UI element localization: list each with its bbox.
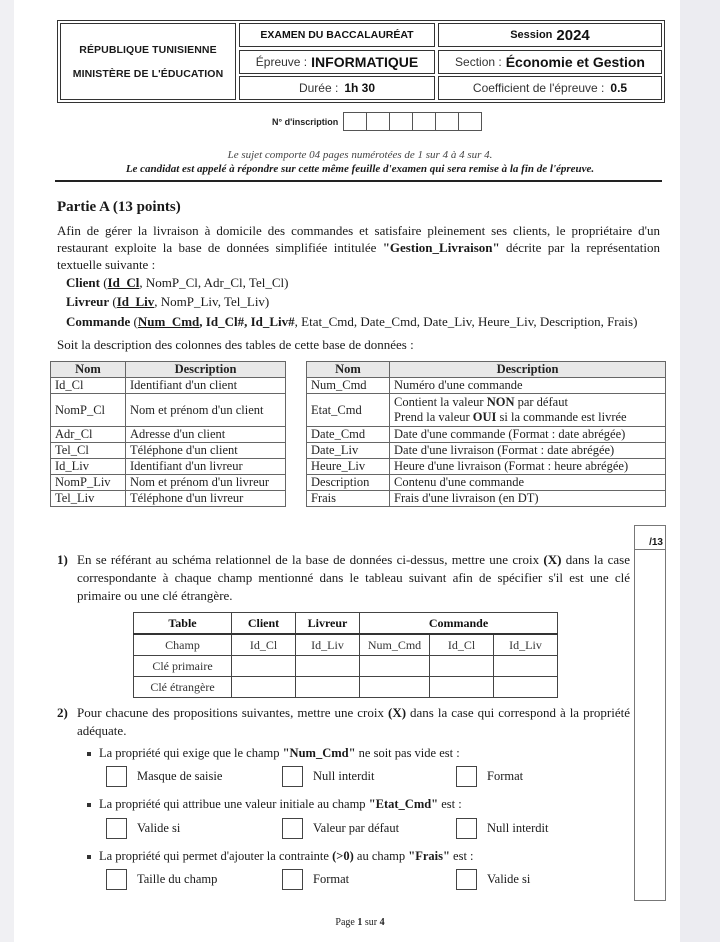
option-label: Format [487, 769, 524, 783]
table-name: Commande [66, 314, 131, 329]
cell-nom: NomP_Cl [51, 394, 126, 427]
table-row [51, 459, 286, 475]
champ-row [134, 634, 558, 656]
cell-nom: NomP_Liv [51, 475, 126, 491]
constraint: (>0) [332, 849, 354, 863]
attributes: , NomP_Cl, Adr_Cl, Tel_Cl) [139, 275, 289, 290]
cell-description: Identifiant d'un client [126, 378, 286, 394]
table-row [307, 491, 666, 507]
score-margin-box [634, 525, 666, 901]
foreign-keys: , Id_Cl#, Id_Liv# [199, 314, 295, 329]
answer-cell[interactable] [494, 656, 558, 677]
champ-cell: Num_Cmd [360, 634, 430, 656]
text: La propriété qui attribue une valeur initiale au champ [99, 797, 369, 811]
page-total: 4 [379, 917, 385, 928]
exam-header [57, 20, 665, 103]
ministry-block [60, 23, 236, 100]
primary-key: Id_Liv [116, 294, 155, 309]
session-cell [438, 23, 662, 47]
section-cell [438, 50, 662, 74]
field-name: "Num_Cmd" [282, 746, 356, 760]
desc-text: Prend la valeur [394, 410, 473, 424]
text: La propriété qui exige que le champ [99, 746, 283, 760]
table-row [307, 394, 666, 427]
cell-nom: Id_Cl [51, 378, 126, 394]
text: est : [438, 797, 462, 811]
page-number: 1 [357, 917, 363, 928]
cell-description: Frais d'une livraison (en DT) [390, 491, 666, 507]
col-header-nom: Nom [307, 362, 390, 378]
table-name: Livreur [66, 294, 110, 309]
text: dans la case qui correspond à la propriété adéquate. [77, 705, 630, 738]
cell-description: Heure d'une livraison (Format : heure abrégée) [390, 459, 666, 475]
cell-nom: Description [307, 475, 390, 491]
client-livreur-columns-table [50, 361, 286, 507]
duree-cell [239, 76, 435, 100]
option-label: Valide si [487, 872, 531, 886]
cell-nom: Heure_Liv [307, 459, 390, 475]
primary-key: Id_Cl [107, 275, 140, 290]
question-number: 2) [57, 705, 68, 720]
col-header-description: Description [126, 362, 286, 378]
session-year: 2024 [556, 26, 590, 44]
exam-title: EXAMEN DU BACCALAURÉAT [239, 23, 435, 47]
coef-cell [438, 76, 662, 100]
proposition-1-options [106, 766, 626, 790]
question-text [77, 704, 630, 740]
cell-description: Téléphone d'un client [126, 443, 286, 459]
cell-description: Date d'une livraison (Format : date abrégée) [390, 443, 666, 459]
header-client: Client [232, 613, 296, 635]
cell-description [390, 394, 666, 427]
schema-commande: Commande (Num_Cmd, Id_Cl#, Id_Liv#, Etat_Cmd, Date_Cmd, Date_Liv, Heure_Liv, Description, Frais) [66, 314, 638, 329]
cell-description: Nom et prénom d'un client [126, 394, 286, 427]
duree-label: Durée : [298, 81, 339, 95]
checkbox[interactable] [106, 869, 127, 890]
cross-mark: (X) [388, 705, 407, 720]
table-row [51, 394, 286, 427]
commande-columns-table [306, 361, 666, 507]
col-header-nom: Nom [51, 362, 126, 378]
divider [55, 180, 662, 182]
inscription-digit-box[interactable] [435, 112, 459, 131]
duree-value: 1h 30 [344, 81, 376, 95]
answer-cell[interactable] [360, 656, 430, 677]
section-value: Économie et Gestion [505, 53, 645, 70]
section-label: Section : [455, 54, 502, 69]
ministry-label: MINISTÈRE DE L'ÉDUCATION [72, 67, 224, 80]
table-row [307, 475, 666, 491]
bullet-icon [87, 803, 91, 807]
schema-livreur: Livreur (Id_Liv, NomP_Liv, Tel_Liv) [66, 294, 270, 309]
table-row [307, 443, 666, 459]
table-row [51, 378, 286, 394]
cell-nom: Etat_Cmd [307, 394, 390, 427]
cell-description: Numéro d'une commande [390, 378, 666, 394]
champ-cell: Id_Cl [430, 634, 494, 656]
cell-nom: Num_Cmd [307, 378, 390, 394]
option-label: Valeur par défaut [313, 821, 400, 835]
question-1 [57, 551, 630, 605]
foreign-key-row [134, 677, 558, 698]
table-row [307, 378, 666, 394]
checkbox[interactable] [456, 818, 477, 839]
db-name: "Gestion_Livraison" [382, 240, 500, 255]
inscription-boxes [344, 112, 482, 131]
answer-cell[interactable] [232, 677, 296, 698]
field-name: "Etat_Cmd" [368, 797, 439, 811]
option [106, 869, 217, 890]
proposition-1 [87, 746, 460, 761]
cell-nom: Tel_Cl [51, 443, 126, 459]
header-commande: Commande [360, 613, 558, 635]
checkbox[interactable] [282, 818, 303, 839]
score-label: /13 [635, 526, 665, 550]
table-row [307, 459, 666, 475]
checkbox[interactable] [456, 766, 477, 787]
option [106, 818, 180, 839]
field-name: "Frais" [408, 849, 450, 863]
inscription-digit-box[interactable] [389, 112, 413, 131]
header-table: Table [134, 613, 232, 635]
session-label: Session [510, 29, 553, 41]
context-paragraph [57, 222, 660, 273]
table-row [51, 491, 286, 507]
text: au champ [353, 849, 409, 863]
table-row [307, 427, 666, 443]
text: Pour chacune des propositions suivantes, mettre une croix [77, 705, 388, 720]
cross-mark: (X) [543, 552, 562, 567]
page-edge-right [680, 0, 720, 942]
footer-text: sur [362, 917, 380, 928]
table-row [51, 475, 286, 491]
cell-nom: Adr_Cl [51, 427, 126, 443]
coef-label: Coefficient de l'épreuve : [472, 81, 605, 95]
cell-nom: Frais [307, 491, 390, 507]
question-text [77, 551, 630, 605]
table-row [51, 443, 286, 459]
part-title: Partie A (13 points) [57, 199, 181, 215]
checkbox[interactable] [106, 818, 127, 839]
checkbox[interactable] [456, 869, 477, 890]
champ-cell: Id_Liv [494, 634, 558, 656]
col-header-description: Description [390, 362, 666, 378]
option-label: Null interdit [487, 821, 549, 835]
cell-description: Nom et prénom d'un livreur [126, 475, 286, 491]
checkbox[interactable] [106, 766, 127, 787]
inscription-digit-box[interactable] [412, 112, 436, 131]
option-label: Valide si [137, 821, 181, 835]
answer-cell[interactable] [430, 677, 494, 698]
checkbox[interactable] [282, 869, 303, 890]
header-livreur: Livreur [296, 613, 360, 635]
page-edge-left [0, 0, 14, 942]
cell-nom: Id_Liv [51, 459, 126, 475]
table-header-row [134, 613, 558, 635]
text: est : [449, 849, 474, 863]
table-name: Client [66, 275, 100, 290]
epreuve-value: INFORMATIQUE [311, 53, 419, 70]
option [282, 818, 399, 839]
inscription-field [272, 112, 482, 131]
proposition-3 [87, 849, 474, 864]
columns-intro: Soit la description des colonnes des tables de cette base de données : [57, 337, 414, 352]
page-footer [0, 917, 720, 928]
attributes: , Etat_Cmd, Date_Cmd, Date_Liv, Heure_Liv, Description, Frais) [294, 314, 638, 329]
cell-description: Adresse d'un client [126, 427, 286, 443]
epreuve-label: Épreuve : [255, 54, 308, 69]
answer-cell[interactable] [430, 656, 494, 677]
bullet-icon [87, 752, 91, 756]
row-label: Clé étrangère [134, 677, 232, 698]
inscription-digit-box[interactable] [458, 112, 482, 131]
table-row [51, 427, 286, 443]
champ-cell: Id_Cl [232, 634, 296, 656]
option [282, 869, 349, 890]
answer-cell[interactable] [296, 677, 360, 698]
context-text: Afin de gérer la livraison à domicile des commandes et satisfaire pleinement ses clients, le propriétaire d'un restaurant exploite la base de données simplifiée intitulée [57, 223, 660, 255]
desc-text: Contient la valeur [394, 395, 487, 409]
inscription-digit-box[interactable] [343, 112, 367, 131]
champ-cell: Id_Liv [296, 634, 360, 656]
option-label: Null interdit [313, 769, 375, 783]
question-2 [57, 704, 630, 740]
option [282, 766, 374, 787]
value-non: NON [486, 395, 515, 409]
schema-client: Client (Id_Cl, NomP_Cl, Adr_Cl, Tel_Cl) [66, 275, 289, 290]
attributes: , NomP_Liv, Tel_Liv) [154, 294, 270, 309]
cell-nom: Date_Liv [307, 443, 390, 459]
republic-label: RÉPUBLIQUE TUNISIENNE [79, 43, 217, 56]
option [456, 869, 530, 890]
cell-nom: Date_Cmd [307, 427, 390, 443]
primary-key-row [134, 656, 558, 677]
answer-cell[interactable] [296, 656, 360, 677]
answer-cell[interactable] [494, 677, 558, 698]
checkbox[interactable] [282, 766, 303, 787]
question-number: 1) [57, 552, 68, 567]
option-label: Masque de saisie [137, 769, 223, 783]
option [456, 766, 523, 787]
cell-description: Téléphone d'un livreur [126, 491, 286, 507]
proposition-2-options [106, 818, 626, 842]
option-label: Format [313, 872, 350, 886]
desc-text: par défaut [514, 395, 568, 409]
champ-label: Champ [134, 634, 232, 656]
answer-cell[interactable] [232, 656, 296, 677]
intro-pages-note: Le sujet comporte 04 pages numérotées de 1 sur 4 à 4 sur 4. [227, 149, 493, 161]
coef-value: 0.5 [610, 81, 628, 95]
context-text-end: décrite par la représentation textuelle suivante : [57, 240, 660, 272]
value-oui: OUI [472, 410, 497, 424]
option [456, 818, 548, 839]
epreuve-cell [239, 50, 435, 74]
row-label: Clé primaire [134, 656, 232, 677]
cell-description: Identifiant d'un livreur [126, 459, 286, 475]
cell-description: Date d'une commande (Format : date abrégée) [390, 427, 666, 443]
text: dans la case correspondante à chaque champ mentionné dans le tableau suivant afin de spécifier s'il est une clé primaire ou une clé étrangère. [77, 552, 630, 603]
text: En se référant au schéma relationnel de la base de données ci-dessus, mettre une croix [77, 552, 544, 567]
option-label: Taille du champ [137, 872, 218, 886]
bullet-icon [87, 855, 91, 859]
proposition-2 [87, 797, 462, 812]
cell-description: Contenu d'une commande [390, 475, 666, 491]
text: ne soit pas vide est : [355, 746, 460, 760]
inscription-digit-box[interactable] [366, 112, 390, 131]
proposition-3-options [106, 869, 626, 893]
footer-text: Page [335, 917, 358, 928]
intro-instruction: Le candidat est appelé à répondre sur cette même feuille d'examen qui sera remise à la fin de l'épreuve. [125, 163, 595, 175]
keys-answer-table [133, 612, 558, 698]
answer-cell[interactable] [360, 677, 430, 698]
primary-key: Num_Cmd [137, 314, 200, 329]
text: La propriété qui permet d'ajouter la contrainte [99, 849, 333, 863]
inscription-label: N° d'inscription [272, 116, 339, 127]
option [106, 766, 222, 787]
cell-nom: Tel_Liv [51, 491, 126, 507]
desc-text: si la commande est livrée [496, 410, 627, 424]
